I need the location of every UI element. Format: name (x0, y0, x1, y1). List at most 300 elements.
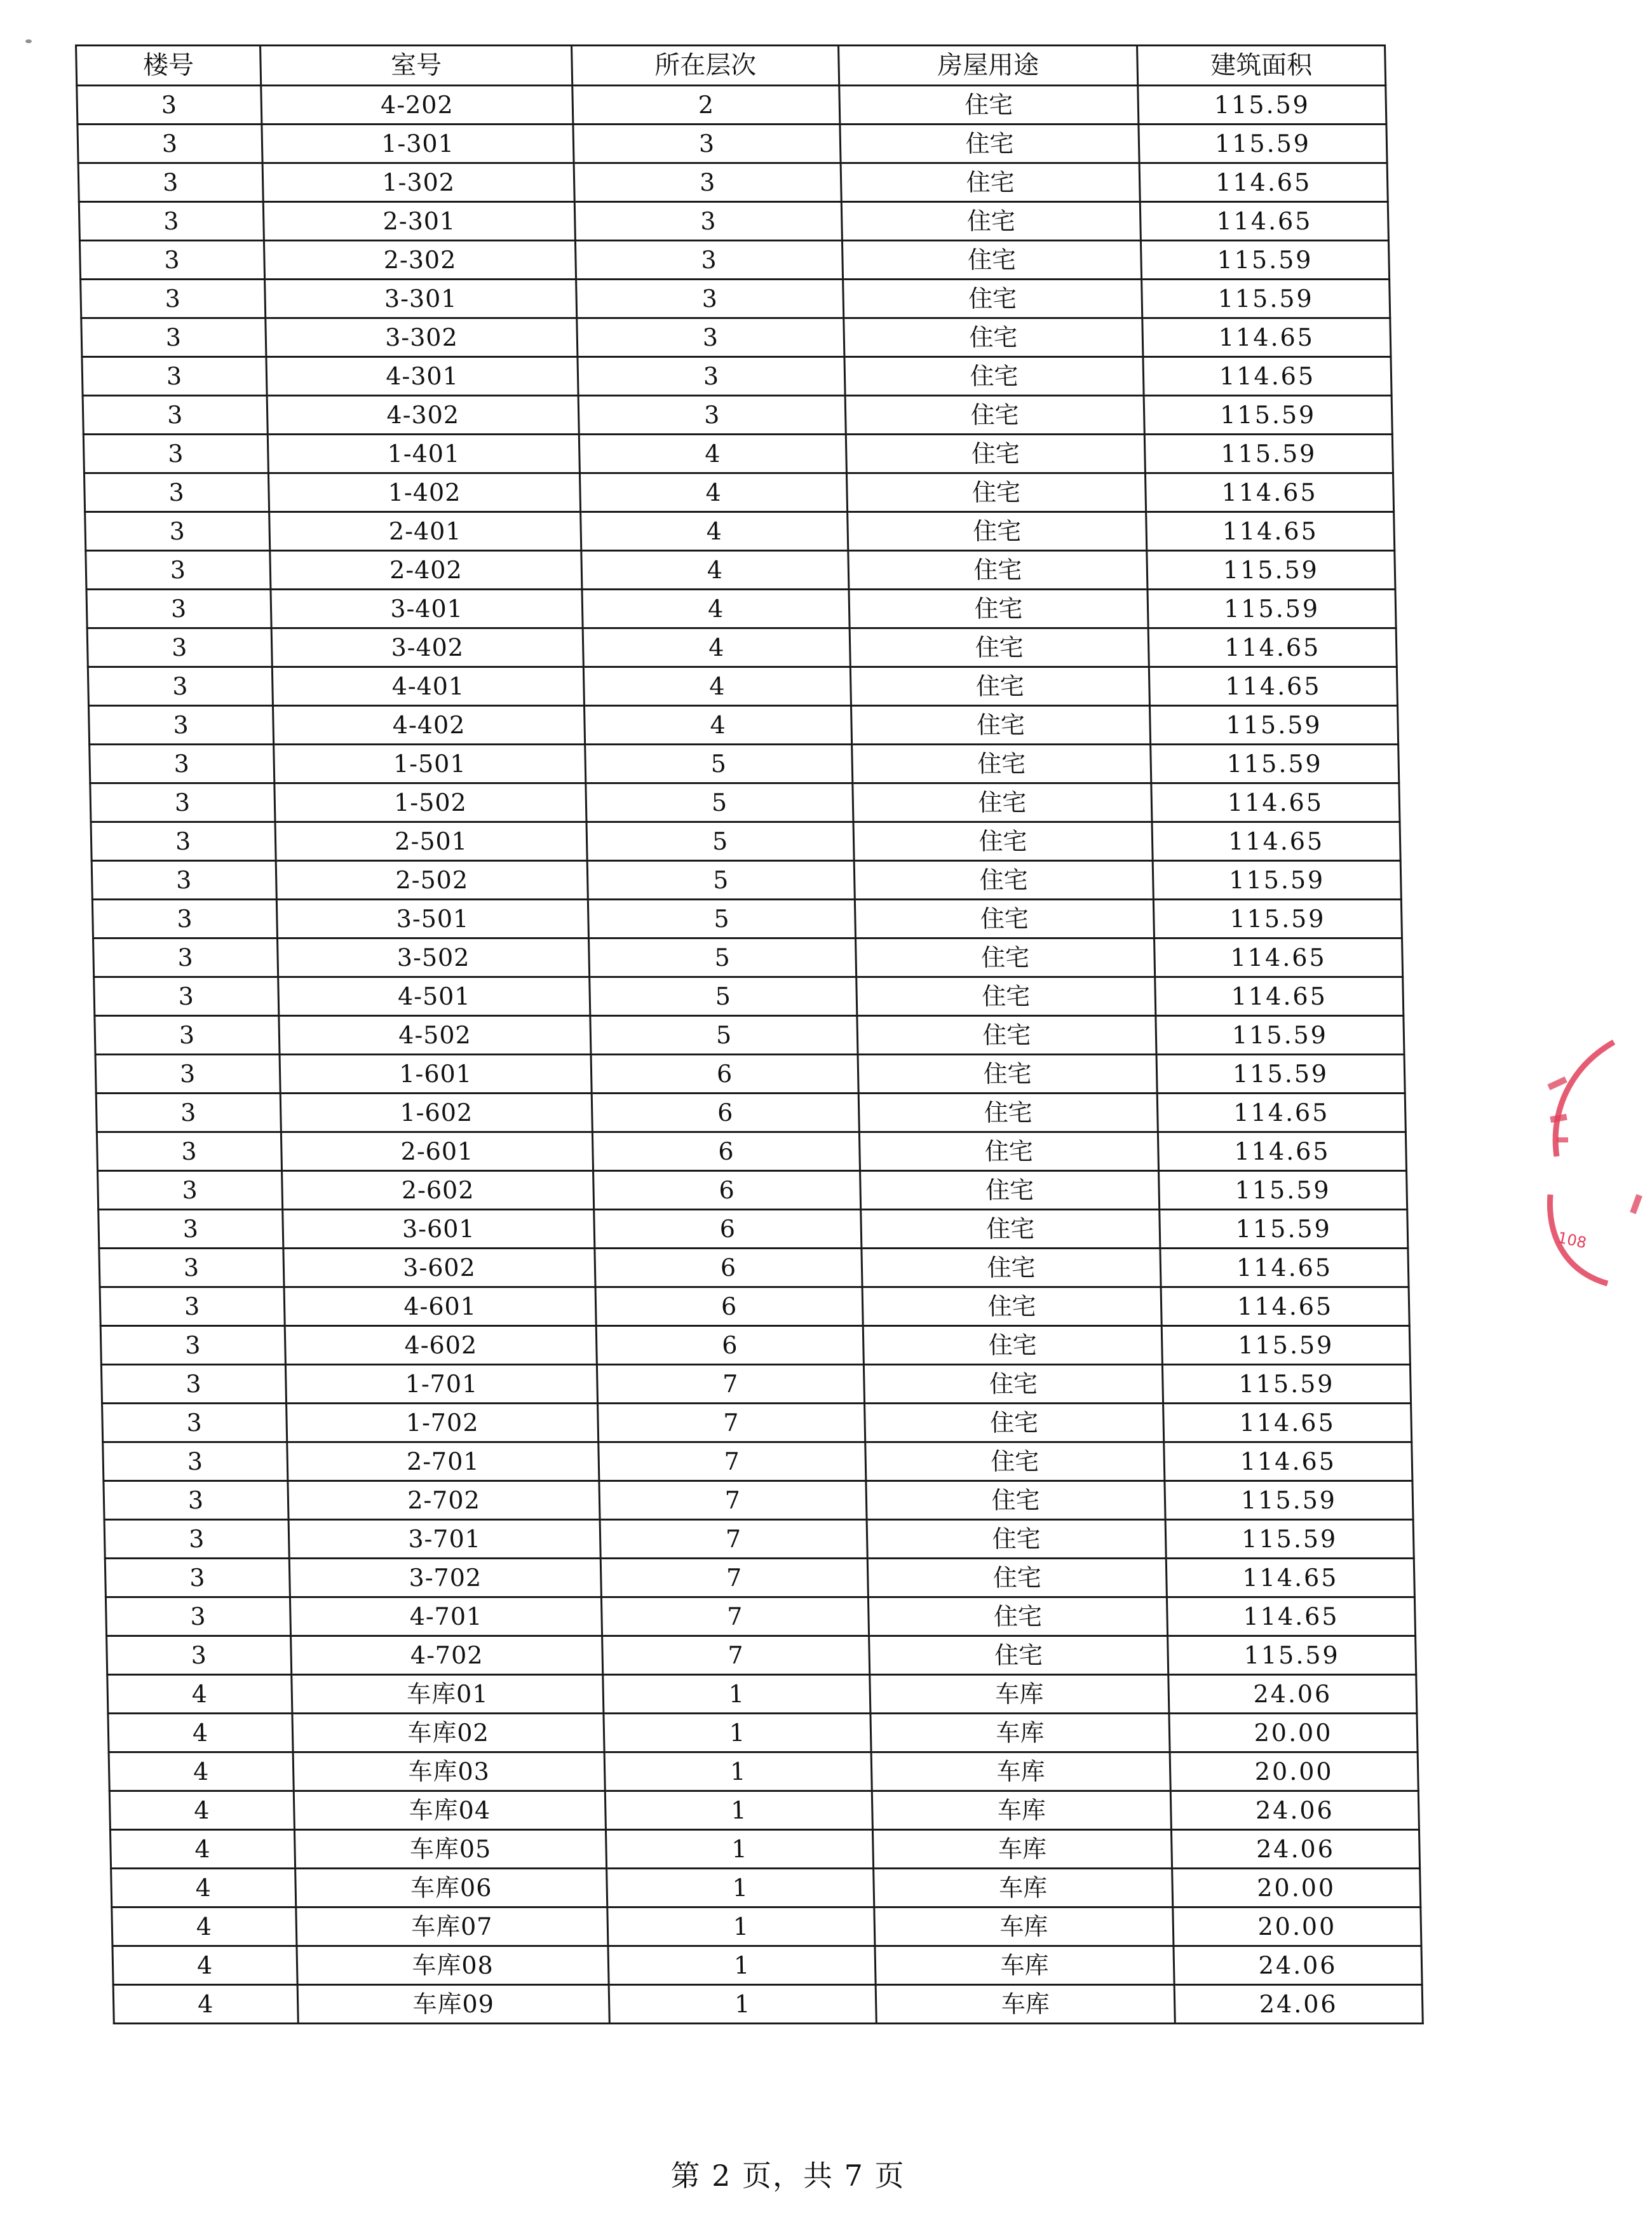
header-floor: 所在层次 (572, 46, 839, 86)
table-row (85, 512, 1395, 551)
cell-room-no: 2-602 (282, 1171, 594, 1210)
cell-floor-area: 114.65 (1157, 1094, 1405, 1132)
cell-usage: 住宅 (843, 280, 1142, 318)
cell-floor: 2 (572, 86, 840, 125)
cell-usage: 住宅 (867, 1520, 1166, 1559)
seal-number: 108 (1555, 1228, 1588, 1252)
table-row (84, 473, 1393, 512)
cell-floor-area: 115.59 (1159, 1171, 1407, 1210)
cell-floor: 6 (595, 1287, 863, 1326)
table-row (96, 1094, 1405, 1132)
cell-room-no: 2-302 (264, 241, 576, 280)
cell-floor: 1 (605, 1791, 872, 1830)
cell-floor: 5 (586, 783, 853, 822)
cell-floor-area: 115.59 (1148, 590, 1396, 628)
cell-building-no: 3 (98, 1210, 283, 1249)
cell-building-no: 3 (86, 590, 271, 628)
cell-building-no: 3 (100, 1326, 285, 1365)
cell-usage: 住宅 (865, 1404, 1164, 1442)
cell-floor: 6 (596, 1326, 863, 1365)
page-footer: 第 2 页，共 7 页 (670, 2158, 905, 2193)
cell-room-no: 1-701 (285, 1365, 597, 1404)
cell-room-no: 车库07 (296, 1907, 608, 1946)
cell-room-no: 2-601 (281, 1132, 593, 1171)
cell-room-no: 1-301 (262, 125, 574, 163)
table-row (101, 1365, 1411, 1404)
cell-building-no: 3 (95, 1055, 280, 1094)
cell-floor: 6 (592, 1132, 860, 1171)
cell-building-no: 4 (112, 1907, 297, 1946)
cell-floor-area: 20.00 (1169, 1714, 1418, 1752)
cell-floor-area: 20.00 (1172, 1869, 1421, 1907)
cell-floor: 5 (590, 1016, 858, 1055)
header-usage: 房屋用途 (839, 46, 1138, 86)
table-row (90, 745, 1399, 783)
cell-floor: 7 (600, 1559, 868, 1597)
table-row (111, 1869, 1421, 1907)
table-row (108, 1714, 1418, 1752)
cell-usage: 住宅 (853, 783, 1152, 822)
cell-building-no: 3 (91, 822, 276, 861)
cell-floor: 6 (594, 1210, 862, 1249)
table-row (98, 1171, 1407, 1210)
cell-room-no: 2-701 (287, 1442, 599, 1481)
cell-room-no: 1-502 (274, 783, 586, 822)
cell-usage: 住宅 (866, 1481, 1165, 1520)
cell-usage: 住宅 (851, 706, 1150, 745)
table-row (100, 1326, 1410, 1365)
cell-usage: 车库 (875, 1946, 1174, 1985)
cell-usage: 住宅 (848, 551, 1148, 590)
cell-building-no: 4 (112, 1946, 297, 1985)
cell-room-no: 2-401 (269, 512, 581, 551)
table-row (94, 977, 1404, 1016)
cell-building-no: 3 (96, 1094, 281, 1132)
cell-floor: 3 (578, 357, 845, 396)
cell-floor: 7 (599, 1481, 867, 1520)
cell-floor-area: 114.65 (1139, 163, 1388, 202)
cell-building-no: 3 (97, 1132, 281, 1171)
property-table (75, 44, 1424, 2024)
cell-usage: 车库 (870, 1675, 1169, 1714)
cell-room-no: 2-702 (288, 1481, 600, 1520)
cell-floor-area: 115.59 (1138, 86, 1386, 125)
cell-room-no: 车库02 (292, 1714, 604, 1752)
cell-floor: 1 (609, 1985, 876, 2024)
cell-usage: 住宅 (846, 435, 1145, 473)
cell-room-no: 2-402 (270, 551, 582, 590)
table-row (95, 1055, 1405, 1094)
cell-floor-area: 115.59 (1165, 1520, 1414, 1559)
cell-room-no: 1-402 (268, 473, 580, 512)
cell-floor: 1 (607, 1907, 875, 1946)
table-row (86, 551, 1395, 590)
cell-floor-area: 115.59 (1162, 1365, 1411, 1404)
cell-floor: 7 (601, 1597, 869, 1636)
table-row (91, 861, 1401, 900)
cell-floor-area: 115.59 (1142, 280, 1390, 318)
cell-floor: 5 (588, 900, 855, 938)
cell-building-no: 3 (99, 1249, 284, 1287)
cell-floor-area: 115.59 (1156, 1016, 1404, 1055)
table-row (113, 1985, 1423, 2024)
cell-usage: 住宅 (869, 1636, 1168, 1675)
cell-building-no: 3 (92, 900, 277, 938)
table-row (112, 1907, 1421, 1946)
cell-usage: 住宅 (863, 1326, 1162, 1365)
cell-floor-area: 114.65 (1140, 202, 1388, 241)
cell-floor-area: 114.65 (1155, 977, 1404, 1016)
table-row (98, 1210, 1408, 1249)
cell-building-no: 3 (78, 125, 262, 163)
table-row (93, 938, 1403, 977)
cell-building-no: 4 (113, 1985, 298, 2024)
cell-building-no: 3 (91, 861, 276, 900)
cell-room-no: 3-401 (271, 590, 583, 628)
cell-floor-area: 115.59 (1139, 125, 1387, 163)
header-floor-area: 建筑面积 (1137, 46, 1386, 86)
cell-usage: 住宅 (858, 1055, 1157, 1094)
cell-room-no: 3-702 (289, 1559, 601, 1597)
table-header-row (76, 46, 1386, 86)
table-row (105, 1559, 1414, 1597)
cell-floor-area: 20.00 (1170, 1752, 1418, 1791)
cell-room-no: 3-502 (278, 938, 590, 977)
cell-floor-area: 115.59 (1147, 551, 1395, 590)
cell-usage: 住宅 (839, 86, 1139, 125)
cell-building-no: 3 (94, 977, 279, 1016)
scan-speck (25, 39, 32, 43)
cell-floor-area: 24.06 (1174, 1946, 1422, 1985)
cell-building-no: 3 (100, 1287, 285, 1326)
cell-floor: 1 (604, 1714, 871, 1752)
table-row (83, 396, 1392, 435)
cell-usage: 住宅 (860, 1171, 1160, 1210)
table-row (104, 1481, 1413, 1520)
cell-room-no: 4-302 (267, 396, 579, 435)
cell-usage: 车库 (876, 1985, 1175, 2024)
table-row (95, 1016, 1404, 1055)
cell-floor-area: 114.65 (1160, 1249, 1409, 1287)
cell-floor: 1 (604, 1752, 872, 1791)
cell-floor: 4 (579, 473, 847, 512)
cell-building-no: 3 (83, 396, 267, 435)
cell-building-no: 3 (103, 1442, 288, 1481)
cell-floor: 5 (589, 938, 856, 977)
cell-usage: 住宅 (858, 1094, 1158, 1132)
cell-building-no: 3 (104, 1481, 288, 1520)
cell-usage: 住宅 (849, 590, 1148, 628)
table-row (77, 86, 1386, 125)
cell-floor-area: 115.59 (1168, 1636, 1416, 1675)
cell-room-no: 4-401 (272, 667, 584, 706)
cell-floor: 3 (578, 396, 846, 435)
cell-floor: 7 (599, 1442, 866, 1481)
table-row (82, 357, 1391, 396)
cell-usage: 住宅 (861, 1210, 1160, 1249)
cell-room-no: 4-701 (290, 1597, 602, 1636)
cell-room-no: 4-202 (261, 86, 573, 125)
cell-room-no: 车库04 (294, 1791, 606, 1830)
cell-building-no: 3 (95, 1016, 280, 1055)
cell-floor: 4 (583, 667, 851, 706)
cell-floor: 3 (574, 202, 842, 241)
cell-usage: 车库 (872, 1830, 1172, 1869)
cell-floor-area: 115.59 (1144, 396, 1392, 435)
cell-floor: 1 (607, 1869, 874, 1907)
cell-building-no: 3 (101, 1365, 286, 1404)
table-row (104, 1520, 1414, 1559)
cell-usage: 车库 (874, 1907, 1174, 1946)
cell-room-no: 3-402 (271, 628, 583, 667)
header-building-no: 楼号 (76, 46, 261, 86)
table-row (87, 628, 1397, 667)
table-row (102, 1404, 1412, 1442)
table-row (81, 280, 1390, 318)
cell-floor: 3 (577, 318, 844, 357)
cell-room-no: 4-402 (273, 706, 585, 745)
table-row (107, 1675, 1417, 1714)
cell-usage: 住宅 (852, 745, 1151, 783)
cell-usage: 车库 (871, 1752, 1170, 1791)
table-row (100, 1287, 1409, 1326)
cell-usage: 住宅 (842, 241, 1141, 280)
table-row (88, 667, 1397, 706)
cell-building-no: 3 (86, 551, 271, 590)
cell-floor-area: 114.65 (1152, 822, 1400, 861)
table-row (112, 1946, 1422, 1985)
cell-room-no: 4-601 (284, 1287, 596, 1326)
cell-room-no: 车库06 (295, 1869, 607, 1907)
table-row (99, 1249, 1409, 1287)
cell-usage: 住宅 (857, 1016, 1156, 1055)
cell-floor: 3 (575, 241, 843, 280)
cell-floor: 6 (595, 1249, 862, 1287)
cell-floor-area: 114.65 (1143, 357, 1391, 396)
cell-usage: 住宅 (859, 1132, 1158, 1171)
cell-floor-area: 115.59 (1161, 1326, 1410, 1365)
cell-floor-area: 115.59 (1153, 861, 1401, 900)
cell-floor-area: 114.65 (1154, 938, 1403, 977)
cell-building-no: 3 (102, 1404, 287, 1442)
cell-room-no: 4-702 (291, 1636, 603, 1675)
cell-usage: 住宅 (848, 512, 1147, 551)
cell-room-no: 车库05 (294, 1830, 606, 1869)
cell-floor-area: 114.65 (1142, 318, 1391, 357)
cell-room-no: 1-302 (262, 163, 574, 202)
cell-floor-area: 115.59 (1144, 435, 1393, 473)
cell-usage: 住宅 (840, 125, 1139, 163)
cell-building-no: 3 (93, 938, 278, 977)
table-row (78, 125, 1387, 163)
cell-room-no: 3-301 (265, 280, 577, 318)
cell-building-no: 3 (77, 86, 262, 125)
cell-floor-area: 24.06 (1168, 1675, 1417, 1714)
cell-floor-area: 115.59 (1160, 1210, 1408, 1249)
cell-building-no: 3 (107, 1636, 292, 1675)
red-seal-stamp (1512, 1004, 1652, 1360)
cell-building-no: 3 (90, 745, 274, 783)
cell-floor: 4 (581, 551, 849, 590)
cell-usage: 住宅 (850, 667, 1149, 706)
cell-floor-area: 114.65 (1148, 628, 1397, 667)
cell-floor-area: 115.59 (1156, 1055, 1405, 1094)
cell-floor: 1 (603, 1675, 870, 1714)
cell-floor: 7 (602, 1636, 870, 1675)
cell-usage: 车库 (870, 1714, 1170, 1752)
cell-building-no: 4 (107, 1675, 292, 1714)
seal-ring (1550, 1042, 1614, 1284)
cell-floor: 4 (581, 512, 848, 551)
cell-building-no: 3 (90, 783, 275, 822)
cell-floor: 6 (591, 1055, 858, 1094)
table-row (88, 706, 1398, 745)
cell-floor-area: 115.59 (1151, 745, 1399, 783)
cell-usage: 住宅 (855, 900, 1154, 938)
cell-usage: 住宅 (845, 396, 1144, 435)
cell-floor-area: 20.00 (1173, 1907, 1421, 1946)
cell-floor: 6 (593, 1171, 861, 1210)
cell-building-no: 3 (88, 706, 273, 745)
cell-floor-area: 24.06 (1171, 1830, 1419, 1869)
cell-floor: 7 (600, 1520, 867, 1559)
table-body (77, 86, 1423, 2024)
cell-building-no: 3 (83, 435, 268, 473)
cell-building-no: 3 (87, 628, 272, 667)
table-row (105, 1597, 1415, 1636)
cell-room-no: 3-302 (266, 318, 578, 357)
cell-usage: 住宅 (862, 1287, 1161, 1326)
cell-floor-area: 114.65 (1145, 473, 1393, 512)
cell-room-no: 车库08 (297, 1946, 609, 1985)
cell-floor-area: 114.65 (1167, 1597, 1415, 1636)
cell-room-no: 4-602 (285, 1326, 597, 1365)
table-row (79, 202, 1388, 241)
cell-building-no: 3 (88, 667, 273, 706)
cell-usage: 住宅 (841, 202, 1141, 241)
table-row (90, 783, 1400, 822)
cell-usage: 住宅 (841, 163, 1140, 202)
cell-floor: 4 (583, 628, 850, 667)
cell-usage: 住宅 (856, 938, 1155, 977)
cell-room-no: 2-301 (263, 202, 575, 241)
table-row (78, 163, 1388, 202)
cell-building-no: 3 (79, 202, 264, 241)
cell-usage: 住宅 (854, 861, 1153, 900)
header-room-no: 室号 (261, 46, 572, 86)
cell-room-no: 2-502 (276, 861, 588, 900)
cell-room-no: 车库03 (293, 1752, 605, 1791)
table-row (97, 1132, 1406, 1171)
cell-floor: 1 (606, 1830, 873, 1869)
table-row (86, 590, 1396, 628)
cell-usage: 车库 (874, 1869, 1173, 1907)
cell-floor: 4 (584, 706, 851, 745)
cell-building-no: 3 (81, 318, 266, 357)
cell-usage: 住宅 (844, 318, 1143, 357)
cell-floor-area: 115.59 (1141, 241, 1389, 280)
cell-room-no: 3-601 (283, 1210, 595, 1249)
cell-floor: 7 (598, 1404, 865, 1442)
cell-usage: 住宅 (853, 822, 1153, 861)
cell-floor-area: 115.59 (1153, 900, 1402, 938)
cell-room-no: 车库09 (297, 1985, 609, 2024)
cell-building-no: 3 (82, 357, 267, 396)
cell-floor-area: 114.65 (1161, 1287, 1409, 1326)
table-row (92, 900, 1402, 938)
cell-building-no: 3 (81, 280, 266, 318)
cell-usage: 住宅 (868, 1597, 1167, 1636)
cell-floor-area: 114.65 (1146, 512, 1395, 551)
cell-building-no: 4 (108, 1714, 293, 1752)
seal-marks (1547, 1076, 1642, 1214)
cell-floor: 7 (597, 1365, 864, 1404)
table-row (81, 318, 1391, 357)
cell-room-no: 1-602 (280, 1094, 592, 1132)
cell-usage: 住宅 (862, 1249, 1161, 1287)
cell-floor-area: 24.06 (1170, 1791, 1419, 1830)
cell-room-no: 3-602 (283, 1249, 595, 1287)
cell-building-no: 3 (105, 1597, 290, 1636)
cell-building-no: 3 (78, 163, 263, 202)
table-row (109, 1752, 1418, 1791)
table-row (110, 1830, 1419, 1869)
cell-usage: 住宅 (865, 1442, 1165, 1481)
cell-floor-area: 114.65 (1158, 1132, 1406, 1171)
table-row (107, 1636, 1416, 1675)
cell-room-no: 1-401 (267, 435, 579, 473)
cell-usage: 车库 (872, 1791, 1171, 1830)
cell-building-no: 3 (105, 1559, 290, 1597)
table-row (91, 822, 1400, 861)
cell-room-no: 1-601 (280, 1055, 592, 1094)
cell-building-no: 4 (109, 1752, 294, 1791)
cell-floor: 5 (586, 822, 854, 861)
cell-floor: 4 (582, 590, 850, 628)
cell-floor: 3 (573, 125, 841, 163)
cell-building-no: 3 (85, 512, 270, 551)
cell-floor: 4 (579, 435, 846, 473)
table-row (83, 435, 1393, 473)
cell-room-no: 4-301 (266, 357, 578, 396)
cell-floor: 6 (592, 1094, 859, 1132)
cell-floor-area: 114.65 (1149, 667, 1397, 706)
table-row (109, 1791, 1419, 1830)
cell-room-no: 2-501 (275, 822, 587, 861)
cell-floor-area: 114.65 (1163, 1404, 1412, 1442)
cell-floor: 3 (576, 280, 844, 318)
cell-building-no: 3 (104, 1520, 289, 1559)
cell-floor-area: 114.65 (1166, 1559, 1414, 1597)
cell-floor: 5 (585, 745, 853, 783)
cell-building-no: 4 (110, 1830, 295, 1869)
cell-usage: 住宅 (850, 628, 1149, 667)
cell-floor: 1 (608, 1946, 876, 1985)
cell-usage: 住宅 (846, 473, 1146, 512)
cell-room-no: 车库01 (292, 1675, 604, 1714)
cell-floor-area: 114.65 (1151, 783, 1400, 822)
cell-floor: 5 (587, 861, 855, 900)
table-row (79, 241, 1389, 280)
cell-usage: 住宅 (867, 1559, 1167, 1597)
cell-floor-area: 115.59 (1165, 1481, 1413, 1520)
cell-room-no: 3-501 (276, 900, 588, 938)
cell-room-no: 4-502 (279, 1016, 591, 1055)
cell-floor: 5 (590, 977, 857, 1016)
cell-building-no: 3 (84, 473, 269, 512)
cell-floor: 3 (574, 163, 841, 202)
cell-floor-area: 115.59 (1149, 706, 1398, 745)
